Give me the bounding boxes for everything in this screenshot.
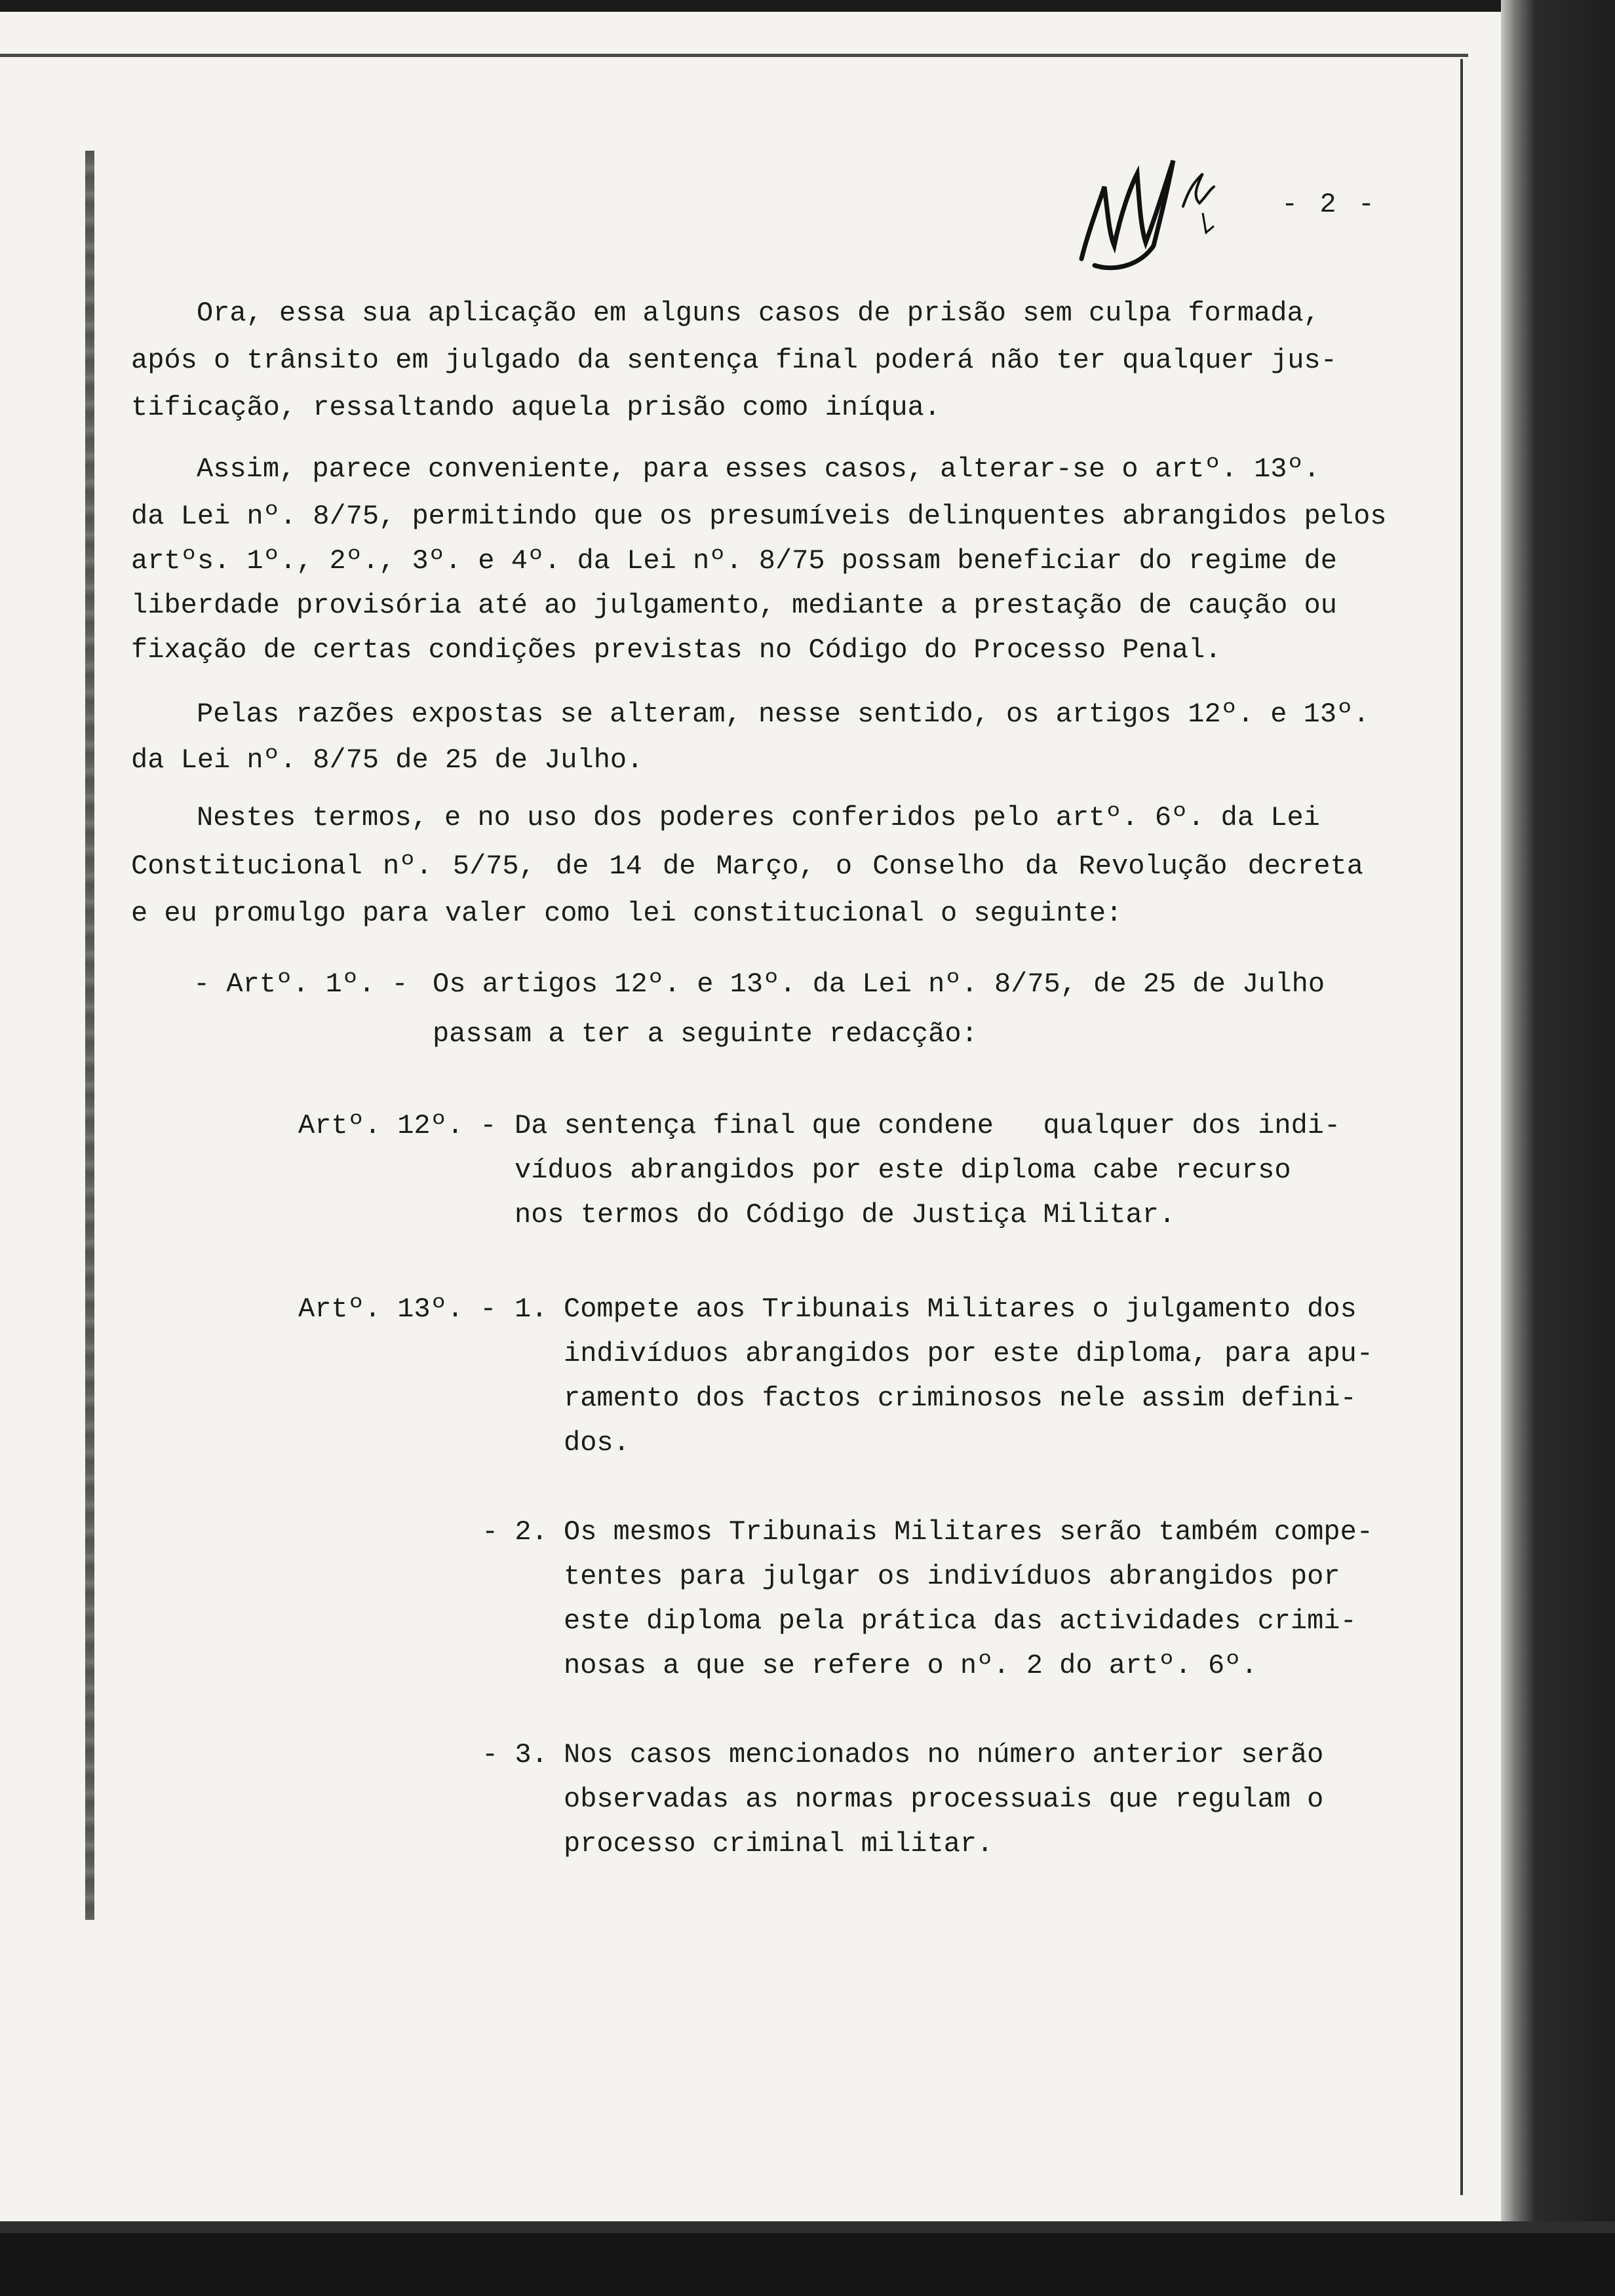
article-1-line-1: Os artigos 12º. e 13º. da Lei nº. 8/75, de 25 de Julho xyxy=(433,968,1325,1000)
paragraph-2-line-5: fixação de certas condições previstas no Código do Processo Penal. xyxy=(131,634,1222,666)
paragraph-3-line-2: da Lei nº. 8/75 de 25 de Julho. xyxy=(131,744,644,776)
article-13-item-1-line-2: indivíduos abrangidos por este diploma, para apu- xyxy=(564,1338,1374,1369)
paragraph-2-line-3: artºs. 1º., 2º., 3º. e 4º. da Lei nº. 8/75 possam beneficiar do regime de xyxy=(131,545,1337,577)
paragraph-4-line-1: Nestes termos, e no uso dos poderes conferidos pelo artº. 6º. da Lei xyxy=(197,802,1320,833)
scan-bottom-strip xyxy=(0,2221,1615,2233)
paragraph-4-line-2: Constitucional nº. 5/75, de 14 de Março, o Conselho da Revolução decreta xyxy=(131,851,1363,882)
article-12-line-1: Da sentença final que condene qualquer dos indi- xyxy=(515,1110,1341,1141)
paragraph-1-line-3: tificação, ressaltando aquela prisão como iníqua. xyxy=(131,392,941,423)
article-13-item-2-line-4: nosas a que se refere o nº. 2 do artº. 6º. xyxy=(564,1650,1258,1681)
article-13-item-3-number: - 3. xyxy=(482,1739,548,1770)
article-13-item-2-line-1: Os mesmos Tribunais Militares serão também compe- xyxy=(564,1516,1374,1548)
article-12-label: Artº. 12º. - xyxy=(298,1110,497,1141)
paragraph-4-line-3: e eu promulgo para valer como lei constitucional o seguinte: xyxy=(131,898,1123,929)
paragraph-2-line-1: Assim, parece conveniente, para esses casos, alterar-se o artº. 13º. xyxy=(197,453,1320,485)
article-13-item-2-line-3: este diploma pela prática das actividades crimi- xyxy=(564,1605,1357,1637)
article-13-item-3-line-2: observadas as normas processuais que regulam o xyxy=(564,1784,1324,1815)
article-13-label: Artº. 13º. - xyxy=(298,1293,497,1325)
article-13-item-3-line-3: processo criminal militar. xyxy=(564,1828,994,1860)
article-13-item-1-line-4: dos. xyxy=(564,1427,630,1459)
article-12-line-2: víduos abrangidos por este diploma cabe recurso xyxy=(515,1155,1291,1186)
paragraph-2-line-4: liberdade provisória até ao julgamento, mediante a prestação de caução ou xyxy=(131,590,1337,621)
paragraph-1-line-2: após o trânsito em julgado da sentença final poderá não ter qualquer jus- xyxy=(131,345,1337,376)
handwritten-initials xyxy=(1068,134,1219,278)
paragraph-3-line-1: Pelas razões expostas se alteram, nesse sentido, os artigos 12º. e 13º. xyxy=(197,698,1370,730)
page-number: - 2 - xyxy=(1281,189,1378,220)
article-13-item-1-line-1: Compete aos Tribunais Militares o julgamento dos xyxy=(564,1293,1357,1325)
article-13-item-2-line-2: tentes para julgar os indivíduos abrangidos por xyxy=(564,1561,1340,1592)
article-1-label: - Artº. 1º. - xyxy=(193,968,408,1000)
article-13-item-3-line-1: Nos casos mencionados no número anterior serão xyxy=(564,1739,1324,1770)
article-13-item-2-number: - 2. xyxy=(482,1516,548,1548)
paragraph-2-line-2: da Lei nº. 8/75, permitindo que os presumíveis delinquentes abrangidos pelos xyxy=(131,501,1387,532)
paragraph-1-line-1: Ora, essa sua aplicação em alguns casos de prisão sem culpa formada, xyxy=(197,297,1320,329)
article-13-item-1-line-3: ramento dos factos criminosos nele assim defini- xyxy=(564,1383,1357,1414)
article-12-line-3: nos termos do Código de Justiça Militar. xyxy=(515,1199,1176,1231)
article-13-item-1-number: 1. xyxy=(515,1293,548,1325)
article-1-line-2: passam a ter a seguinte redacção: xyxy=(433,1018,978,1050)
